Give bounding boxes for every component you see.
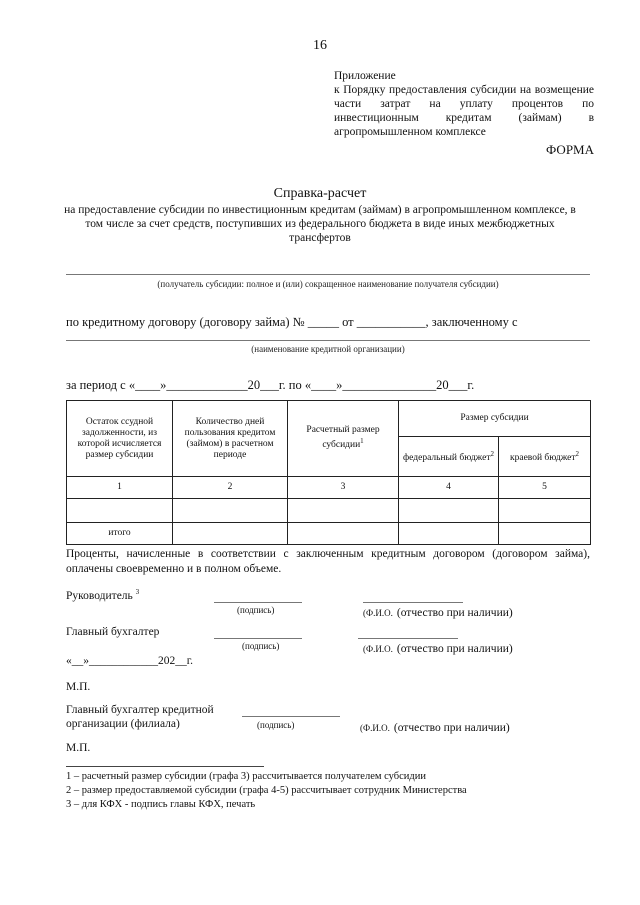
- fio-caption: (Ф.И.О. (отчество при наличии): [360, 722, 510, 734]
- document-subtitle: на предоставление субсидии по инвестиционным кредитам (займам) в агропромышленном комплексе, в том числе за счет средств, поступивших из федерального бюджета в виде иных межбюджетных трансфертов: [64, 204, 576, 244]
- bank-accountant-signature-line[interactable]: [242, 716, 340, 717]
- subsidy-table: [66, 400, 591, 545]
- table-cell[interactable]: [288, 499, 399, 523]
- total-row: [67, 523, 591, 545]
- accountant-label: Главный бухгалтер: [66, 626, 160, 638]
- page-number: 16: [313, 38, 327, 53]
- footnote-1: 1 – расчетный размер субсидии (графа 3) рассчитывается получателем субсидии: [66, 771, 426, 782]
- document-title: Справка-расчет: [273, 186, 367, 201]
- head-signature-line[interactable]: [214, 602, 302, 603]
- head-label: Руководитель $^3$: [66, 588, 140, 602]
- footnote-2: 2 – размер предоставляемой субсидии (графа 4-5) рассчитывает сотрудник Министерства: [66, 785, 467, 796]
- fio-caption: (Ф.И.О. (отчество при наличии): [363, 643, 513, 655]
- col-header-federal: федеральный бюджет$^2$: [399, 437, 499, 477]
- footnote-3: 3 – для КФХ - подпись главы КФХ, печать: [66, 799, 256, 810]
- col-number: 4: [399, 477, 499, 499]
- col-header-calculated: Расчетный размер субсидии$^1$: [288, 401, 399, 477]
- accountant-signature-line[interactable]: [214, 638, 302, 639]
- col-header-regional: краевой бюджет$^2$: [499, 437, 591, 477]
- table-cell[interactable]: [399, 523, 499, 545]
- bank-accountant-label: Главный бухгалтер кредитной: [66, 704, 214, 716]
- table-row: [67, 499, 591, 523]
- bank-name-line[interactable]: [66, 340, 590, 341]
- bank-caption: (наименование кредитной организации): [251, 344, 405, 354]
- col-header-balance: Остаток ссудной задолженности, из которой исчисляется размер субсидии: [67, 401, 173, 477]
- total-label: итого: [67, 523, 173, 545]
- table-cell[interactable]: [67, 499, 173, 523]
- form-label: ФОРМА: [546, 142, 594, 157]
- table-cell[interactable]: [173, 499, 288, 523]
- footnotes: [66, 770, 467, 812]
- col-number: 1: [67, 477, 173, 499]
- appendix-text: к Порядку предоставления субсидии на возмещение части затрат на уплату процентов по инвестиционным кредитам (займам) в агропромышленном комплексе: [334, 84, 594, 138]
- appendix-block: [334, 69, 594, 139]
- appendix-title: Приложение: [334, 70, 396, 82]
- col-number: 2: [173, 477, 288, 499]
- sign-caption: (подпись): [242, 641, 280, 651]
- period-line: за период с «____»_____________20___г. по «____»_______________20___г.: [66, 378, 475, 392]
- stamp-mark: М.П.: [66, 742, 91, 754]
- table-cell[interactable]: [288, 523, 399, 545]
- sign-caption: (подпись): [237, 605, 275, 615]
- bank-accountant-label-2: организации (филиала): [66, 718, 180, 730]
- confirmation-paragraph: Проценты, начисленные в соответствии с заключенным кредитным договором (договором займа), оплачены своевременно и в полном объеме.: [66, 548, 590, 575]
- contract-line: по кредитному договору (договору займа) № _____ от ___________, заключенному с: [66, 315, 518, 329]
- table-cell[interactable]: [499, 499, 591, 523]
- recipient-line[interactable]: [66, 274, 590, 275]
- table-cell[interactable]: [399, 499, 499, 523]
- table-cell[interactable]: [499, 523, 591, 545]
- col-header-days: Количество дней пользования кредитом (займом) в расчетном периоде: [173, 401, 288, 477]
- sign-caption: (подпись): [257, 720, 295, 730]
- recipient-caption: (получатель субсидии: полное и (или) сокращенное наименование получателя субсидии): [157, 279, 499, 289]
- col-header-subsidy: Размер субсидии: [399, 401, 591, 437]
- col-number: 3: [288, 477, 399, 499]
- fio-caption: (Ф.И.О. (отчество при наличии): [363, 607, 513, 619]
- stamp-mark: М.П.: [66, 681, 91, 693]
- footnote-separator: [66, 766, 264, 767]
- table-cell[interactable]: [173, 523, 288, 545]
- date-line: «__»____________202__г.: [66, 655, 194, 667]
- col-number: 5: [499, 477, 591, 499]
